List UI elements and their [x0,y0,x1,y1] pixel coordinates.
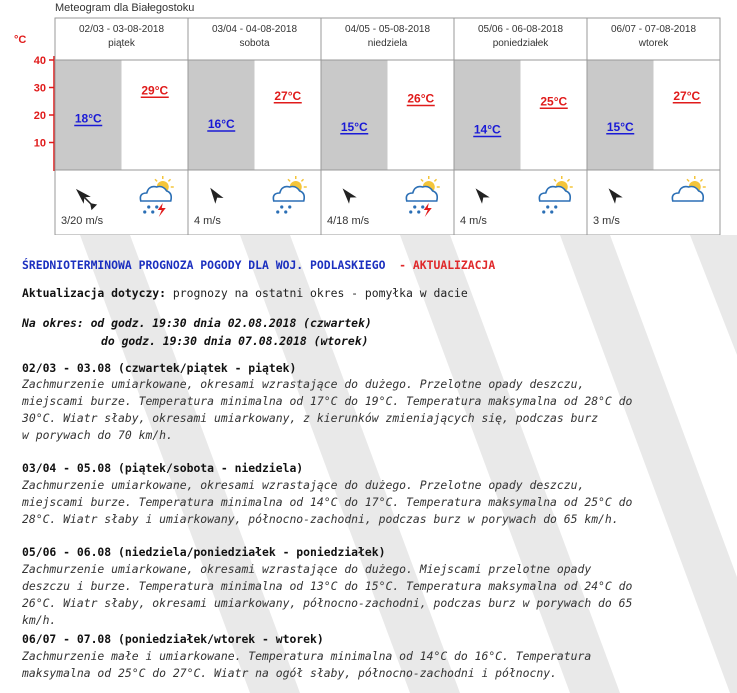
section-text: 26°C. Wiatr słaby, okresami umiarkowany, północno-zachodni, podczas burz w porywach do 65 [22,596,633,610]
section-heading: 03/04 - 05.08 (piątek/sobota - niedziela) [22,461,304,475]
y-tick-label: 10 [33,137,46,150]
section-text: Zachmurzenie umiarkowane, okresami wzrastające do dużego. Przelotne opady deszczu, [22,377,585,391]
section-heading: 02/03 - 03.08 (czwartek/piątek - piątek) [22,361,297,375]
temp-min: 15°C [340,119,368,134]
cloud-sun-rain-icon [273,176,306,214]
wind-arrow-icon [472,185,490,204]
cloud-sun-rain-icon [539,176,572,214]
day-header-name: poniedziałek [492,38,549,49]
section-text: w porywach do 70 km/h. [22,428,173,442]
wind-speed: 4 m/s [460,215,487,227]
section-heading: 06/07 - 07.08 (poniedziałek/wtorek - wtorek) [22,632,324,646]
day-header-dates: 02/03 - 03-08-2018 [78,24,165,35]
section-heading: 05/06 - 06.08 (niedziela/poniedziałek - poniedziałek) [22,545,386,559]
day-area [388,60,455,170]
day-area [255,60,322,170]
temp-max: 27°C [274,88,302,103]
temp-min: 16°C [207,117,235,131]
day-header-name: piątek [108,38,135,49]
wind-speed: 4 m/s [194,215,221,227]
period-line-1: Na okres: od godz. 19:30 dnia 02.08.2018 (czwartek) [22,316,372,330]
wind-arrow-icon [339,185,357,204]
wind-speed: 3/20 m/s [61,215,104,227]
wind-arrow-icon [72,185,97,210]
cloud-sun-storm-icon [406,176,439,217]
day-area [521,60,588,170]
section-text: km/h. [22,613,57,627]
section-text: 28°C. Wiatr słaby i umiarkowany, północno-zachodni, podczas burz w porywach do 65 km/h. [22,512,619,526]
y-tick-label: 30 [33,82,46,95]
section-text: miejscami burze. Temperatura minimalna od 14°C do 17°C. Temperatura maksymalna od 25°C do [22,495,633,509]
section-text: deszczu i burze. Temperatura minimalna od 13°C do 15°C. Temperatura maksymalna od 24°C do [22,579,633,593]
section-text: 30°C. Wiatr słaby, okresami umiarkowany, z kierunków zmieniających się, podczas burz [22,411,599,425]
cloud-sun-rain-icon [672,176,705,201]
day-header-dates: 04/05 - 05-08-2018 [344,24,431,35]
meteogram-title: Meteogram dla Białegostoku [55,2,195,14]
night-area [454,60,521,170]
temp-max: 27°C [673,88,701,103]
night-area [587,60,654,170]
section-text: maksymalna od 25°C do 27°C. Wiatr na ogół słaby, północno-zachodni i północny. [22,666,557,680]
unit-label: °C [14,34,27,46]
day-header-name: sobota [239,38,270,49]
day-area [122,60,189,170]
day-header-name: niedziela [367,38,408,49]
wind-arrow-icon [206,185,223,204]
wind-speed: 4/18 m/s [327,215,370,227]
cloud-sun-storm-icon [140,176,173,217]
temp-max: 29°C [141,83,169,98]
night-area [188,60,255,170]
forecast-title: ŚREDNIOTERMINOWA PROGNOZA POGODY DLA WOJ. PODLASKIEGO - AKTUALIZACJA [22,258,496,272]
day-header-name: wtorek [638,38,669,49]
section-text: Zachmurzenie małe i umiarkowane. Temperatura minimalna od 14°C do 16°C. Temperatura [22,649,592,663]
temp-max: 25°C [540,94,568,109]
section-text: Zachmurzenie umiarkowane, okresami wzrastające do dużego. Miejscami przelotne opady [22,562,592,576]
day-area [654,60,721,170]
day-header-dates: 06/07 - 07-08-2018 [610,24,697,35]
wind-arrow-icon [605,185,623,204]
temp-min: 14°C [473,122,501,137]
section-text: Zachmurzenie umiarkowane, okresami wzrastające do dużego. Przelotne opady deszczu, [22,478,585,492]
day-header-dates: 03/04 - 04-08-2018 [211,24,298,35]
night-area [321,60,388,170]
y-tick-label: 40 [33,55,46,67]
day-header-dates: 05/06 - 06-08-2018 [477,24,564,35]
temp-max: 26°C [407,91,435,106]
update-info: Aktualizacja dotyczy: prognozy na ostatni okres - pomyłka w dacie [22,286,468,300]
temp-min: 18°C [74,111,102,126]
meteogram [0,0,737,235]
period-line-2: do godz. 19:30 dnia 07.08.2018 (wtorek) [101,334,369,348]
wind-speed: 3 m/s [593,215,620,227]
section-text: miejscami burze. Temperatura minimalna od 17°C do 19°C. Temperatura maksymalna od 28°C do [22,394,633,408]
y-tick-label: 20 [33,110,46,122]
temp-min: 15°C [606,119,634,134]
